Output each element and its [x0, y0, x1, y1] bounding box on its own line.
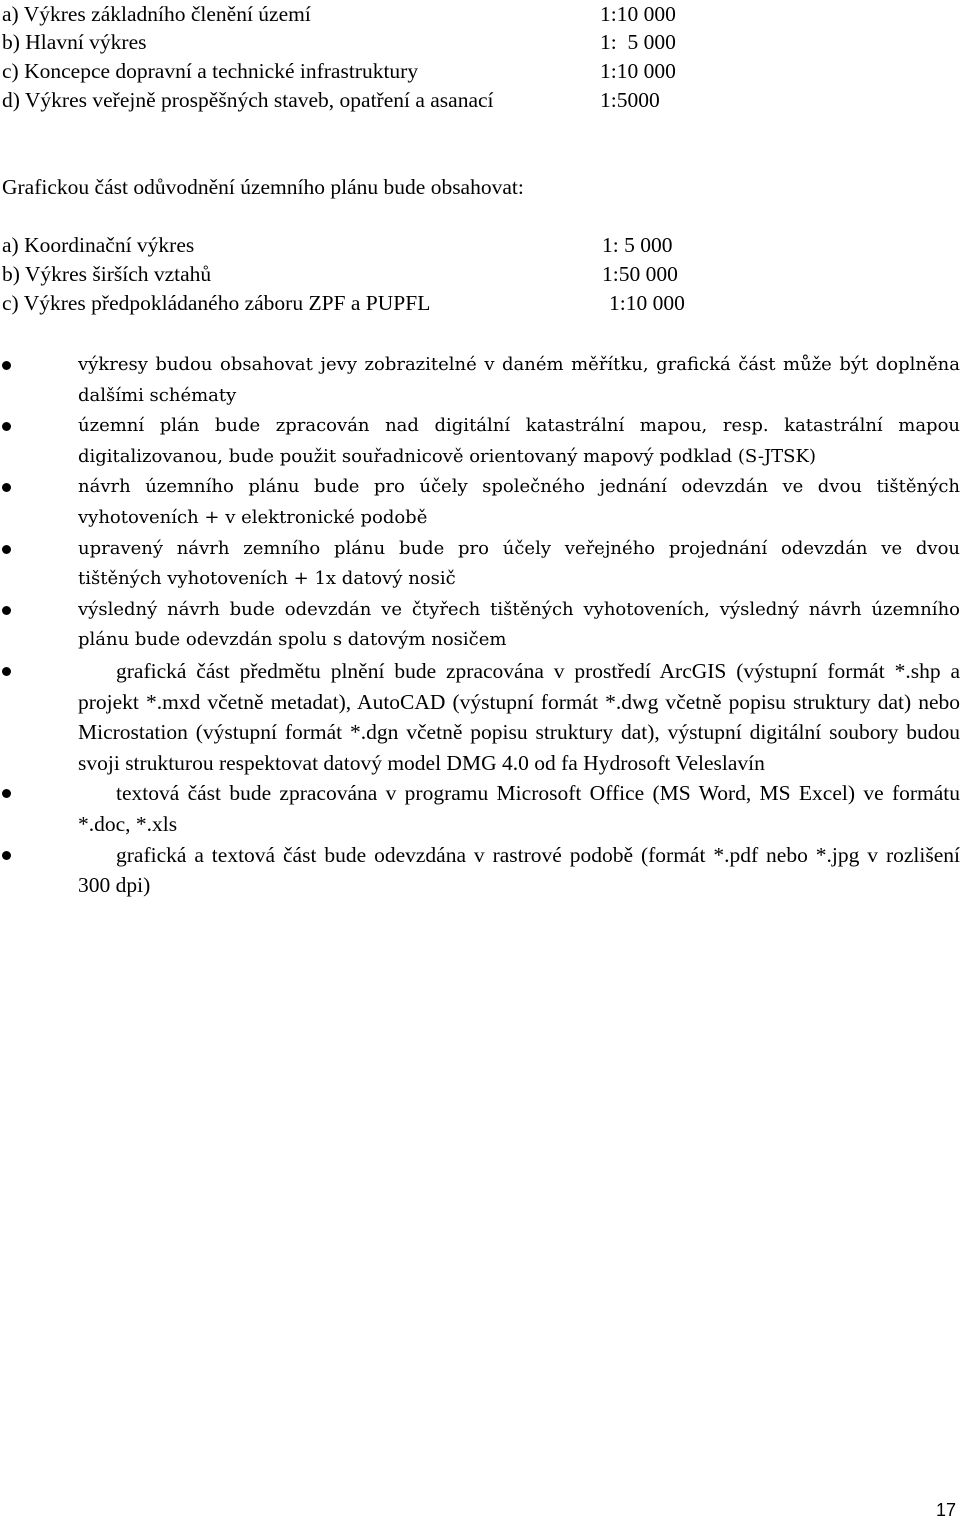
- requirement-item: [0, 411, 960, 472]
- requirement-text: výsledný návrh bude odevzdán ve čtyřech tištěných vyhotoveních, výsledný návrh územního plánu bude odevzdán spolu s datovým nosičem: [78, 598, 960, 651]
- drawing-scale: 1: 5 000: [600, 30, 676, 54]
- reasoning-intro: Grafickou část odůvodnění územního plánu bude obsahovat:: [2, 175, 524, 199]
- requirement-text: návrh územního plánu bude pro účely společného jednání odevzdán ve dvou tištěných vyhotoveních + v elektronické podobě: [78, 476, 960, 528]
- requirement-text: výkresy budou obsahovat jevy zobrazitelné v daném měřítku, grafická část může být doplněna dalšími schématy: [78, 354, 960, 406]
- requirement-text: upravený návrh zemního plánu bude pro účely veřejného projednání odevzdán ve dvou tištěných vyhotoveních + 1x datový nosič: [78, 537, 960, 590]
- bullet-icon: [2, 606, 11, 615]
- requirement-item: [0, 778, 960, 839]
- page-number: 17: [935, 1500, 956, 1520]
- reasoning-list-item: [2, 231, 722, 259]
- reasoning-scale: 1: 5 000: [602, 233, 673, 257]
- requirement-text: grafická část předmětu plnění bude zpracována v prostředí ArcGIS (výstupní formát *.shp a projekt *.mxd včetně metadat), AutoCAD (výstupní formát *.dwg včetně popisu struktury dat) nebo Microstation (výstupní formát *.dgn včetně popisu struktury dat), výstupní digitální soubory budou svoji strukturou respektovat datový model DMG 4.0 od fa Hydrosoft Veleslavín: [78, 658, 960, 775]
- drawing-scale: 1:5000: [600, 88, 660, 112]
- drawing-list-item: [2, 86, 722, 114]
- reasoning-label: c) Výkres předpokládaného záboru ZPF a PUPFL: [2, 291, 431, 315]
- requirements-list: [0, 350, 960, 901]
- bullet-icon: [2, 422, 11, 431]
- requirement-item: [0, 840, 960, 901]
- drawing-scale: 1:10 000: [600, 2, 676, 26]
- reasoning-label: a) Koordinační výkres: [2, 233, 195, 257]
- drawing-scale: 1:10 000: [600, 59, 676, 83]
- drawing-list-item: [2, 28, 722, 56]
- drawing-list-item: [2, 57, 722, 85]
- bullet-icon: [2, 789, 11, 798]
- reasoning-list-item: [2, 289, 722, 317]
- requirement-item: [0, 534, 960, 595]
- requirement-text: územní plán bude zpracován nad digitální katastrální mapou, resp. katastrální mapou digitalizovanou, bude použit souřadnicově orientovaný mapový podklad (S-JTSK): [78, 415, 960, 467]
- reasoning-scale: 1:50 000: [602, 262, 678, 286]
- reasoning-label: b) Výkres širších vztahů: [2, 262, 212, 286]
- reasoning-list-item: [2, 260, 722, 288]
- bullet-icon: [2, 667, 11, 676]
- drawing-label: c) Koncepce dopravní a technické infrastruktury: [2, 59, 419, 83]
- requirement-item: [0, 350, 960, 411]
- drawing-label: b) Hlavní výkres: [2, 30, 147, 54]
- reasoning-scale: 1:10 000: [609, 291, 685, 315]
- requirement-text: grafická a textová část bude odevzdána v rastrové podobě (formát *.pdf nebo *.jpg v rozlišení 300 dpi): [78, 842, 960, 898]
- requirement-item: [0, 595, 960, 656]
- drawing-label: a) Výkres základního členění území: [2, 2, 311, 26]
- bullet-icon: [2, 483, 11, 492]
- drawing-list-item: [2, 0, 722, 28]
- requirement-item: [0, 472, 960, 533]
- drawing-label: d) Výkres veřejně prospěšných staveb, opatření a asanací: [2, 88, 494, 112]
- requirement-item: [0, 656, 960, 778]
- bullet-icon: [2, 545, 11, 554]
- requirement-text: textová část bude zpracována v programu Microsoft Office (MS Word, MS Excel) ve formátu *.doc, *.xls: [78, 781, 960, 836]
- bullet-icon: [2, 361, 11, 370]
- bullet-icon: [2, 851, 11, 860]
